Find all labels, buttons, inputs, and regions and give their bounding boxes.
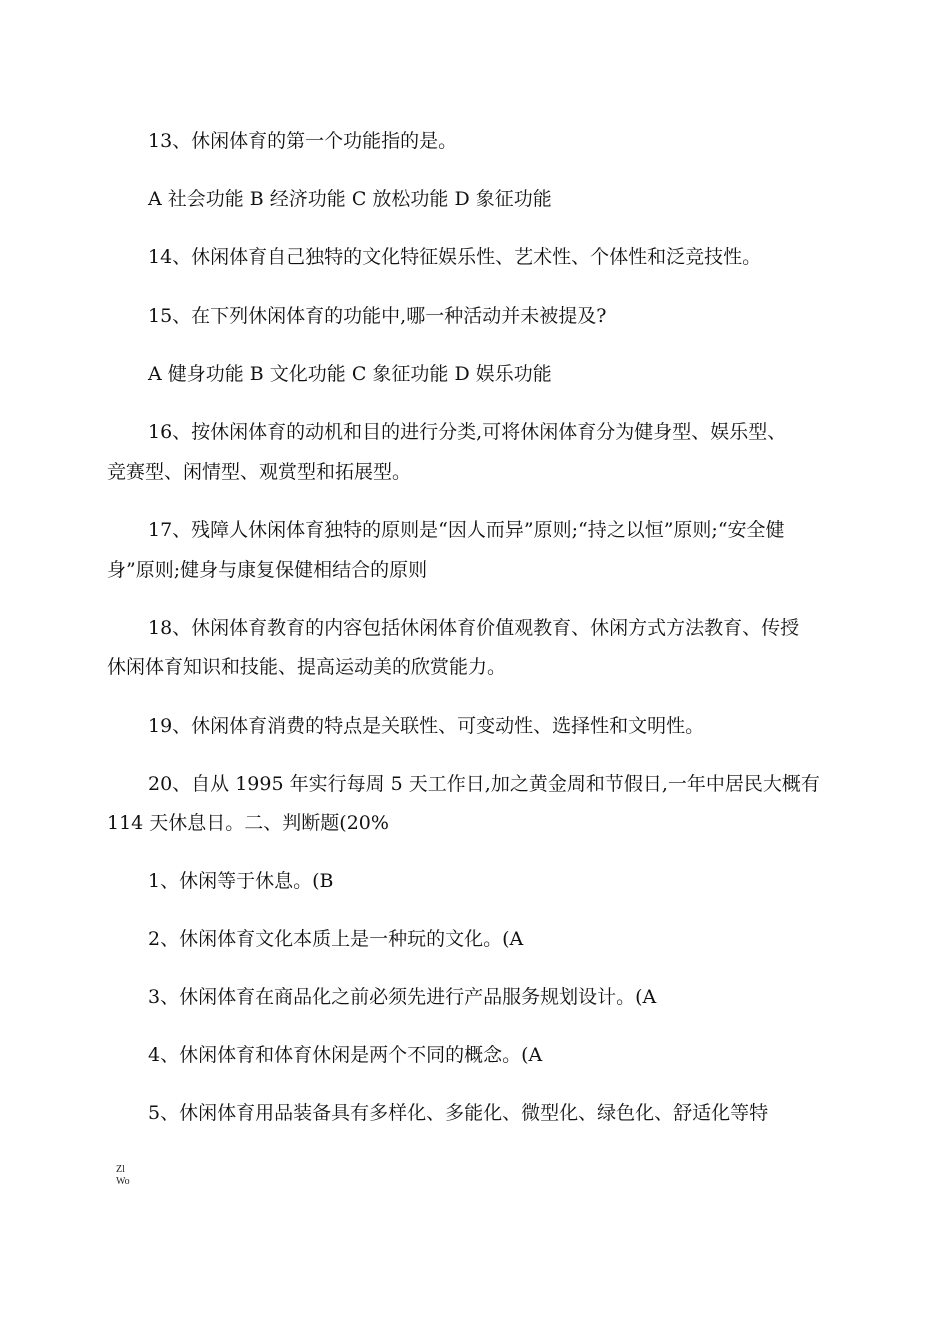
question-18-line-1: 18、休闲体育教育的内容包括休闲体育价值观教育、休闲方式方法教育、传授 xyxy=(148,617,800,639)
judgment-1: 1、休闲等于休息。(B xyxy=(148,870,334,892)
question-15-options: A 健身功能 B 文化功能 C 象征功能 D 娱乐功能 xyxy=(148,363,552,385)
judgment-3: 3、休闲体育在商品化之前必须先进行产品服务规划设计。(A xyxy=(148,986,657,1008)
judgment-5: 5、休闲体育用品装备具有多样化、多能化、微型化、绿色化、舒适化等特 xyxy=(148,1102,769,1124)
question-17-line-1: 17、残障人休闲体育独特的原则是“因人而异”原则;“持之以恒”原则;“安全健 xyxy=(148,519,785,541)
question-14: 14、休闲体育自己独特的文化特征娱乐性、艺术性、个体性和泛竞技性。 xyxy=(148,246,762,268)
question-16-line-1: 16、按休闲体育的动机和目的进行分类,可将休闲体育分为健身型、娱乐型、 xyxy=(148,421,787,443)
judgment-2: 2、休闲体育文化本质上是一种玩的文化。(A xyxy=(148,928,524,950)
judgment-4: 4、休闲体育和体育休闲是两个不同的概念。(A xyxy=(148,1044,543,1066)
footer-mark-line-2: Wo xyxy=(116,1176,130,1187)
footer-mark-line-1: Zl xyxy=(116,1164,125,1175)
question-18-line-2: 休闲体育知识和技能、提高运动美的欣赏能力。 xyxy=(107,656,507,678)
question-13-options: A 社会功能 B 经济功能 C 放松功能 D 象征功能 xyxy=(148,188,552,210)
question-17-line-2: 身”原则;健身与康复保健相结合的原则 xyxy=(107,559,428,581)
question-16-line-2: 竞赛型、闲情型、观赏型和拓展型。 xyxy=(107,461,412,483)
question-15: 15、在下列休闲体育的功能中,哪一种活动并未被提及? xyxy=(148,305,607,327)
question-13: 13、休闲体育的第一个功能指的是。 xyxy=(148,130,458,152)
question-20-line-1: 20、自从 1995 年实行每周 5 天工作日,加之黄金周和节假日,一年中居民大概有 xyxy=(148,773,820,795)
question-19: 19、休闲体育消费的特点是关联性、可变动性、选择性和文明性。 xyxy=(148,715,705,737)
question-20-line-2: 114 天休息日。二、判断题(20% xyxy=(107,812,389,834)
